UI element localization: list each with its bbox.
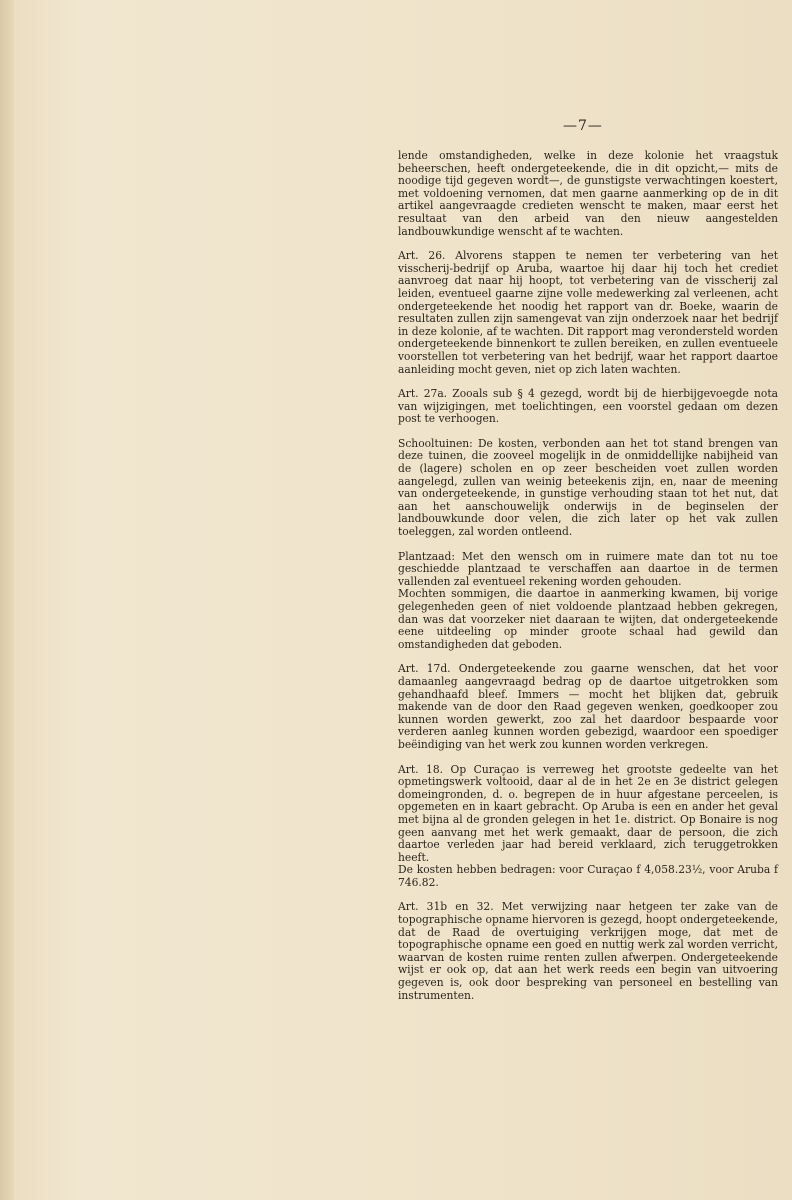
paragraph-plantzaad-2: Mochten sommigen, die daartoe in aanmerking kwamen, bij vorige gelegenheden geen of niet voldoende plantzaad hebben gekregen, dan was dat voorzeker niet daaraan te wijten, dat ondergeteekende eene uitdeeling op minder groote schaal had gewild dan omstandigheden dat geboden. <box>398 587 778 651</box>
paragraph-art-17d: Art. 17d. Ondergeteekende zou gaarne wenschen, dat het voor damaanleg aangevraagd bedrag op de daartoe uitgetrokken som gehandhaafd bleef. Immers — mocht het blijken dat, gebruik makende van de door den Raad gegeven wenken, goedkooper zou kunnen worden gewerkt, zoo zal het daardoor bespaarde voor verderen aanleg kunnen worden gebezigd, waardoor een spoediger beëindiging van het werk zou kunnen worden verkregen. <box>398 662 778 751</box>
body-column <box>398 150 778 1014</box>
paragraph-1: lende omstandigheden, welke in deze kolonie het vraagstuk beheerschen, heeft ondergeteekende, die in dit opzicht,— mits de noodige tijd gegeven wordt—, de gunstigste verwachtingen koestert, met voldoening vernomen, dat men gaarne aanmerking op de in dit artikel aangevraagde credieten wenscht te maken, maar eerst het resultaat van den arbeid van den nieuw aangestelden landbouwkundige wenscht af te wachten. <box>398 149 778 238</box>
paragraph-art-27a: Art. 27a. Zooals sub § 4 gezegd, wordt bij de hierbijgevoegde nota van wijzigingen, met toelichtingen, een voorstel gedaan om dezen post te verhoogen. <box>398 387 778 426</box>
paragraph-costs: De kosten hebben bedragen: voor Curaçao f 4,058.23½, voor Aruba f 746.82. <box>398 863 778 889</box>
paragraph-plantzaad: Plantzaad: Met den wensch om in ruimere mate dan tot nu toe geschiedde plantzaad te verschaffen aan daartoe in de termen vallenden zal eventueel rekening worden gehouden. <box>398 549 778 588</box>
paragraph-art-18: Art. 18. Op Curaçao is verreweg het grootste gedeelte van het opmetingswerk voltooid, daar al de in het 2e en 3e district gelegen domeingronden, d. o. begrepen de in huur afgestane perceelen, is opgemeten en in kaart gebracht. Op Aruba is een en ander het geval met bijna al de gronden gelegen in het 1e. district. Op Bonaire is nog geen aanvang met het werk gemaakt, daar de persoon, die zich daartoe verleden jaar had bereid verklaard, zich teruggetrokken heeft. <box>398 762 778 864</box>
paragraph-art-26: Art. 26. Alvorens stappen te nemen ter verbetering van het visscherij-bedrijf op Aruba, waartoe hij daar hij toch het crediet aanvroeg dat naar hij hoopt, tot verbetering van de visscherij zal leiden, eventueel gaarne zijne volle medewerking zal verleenen, acht ondergeteekende het noodig het rapport van dr. Boeke, waarin de resultaten zullen zijn samengevat van zijn onderzoek naar het bedrijf in deze kolonie, af te wachten. Dit rapport mag verondersteld worden ondergeteekende binnenkort te zullen bereiken, en zullen eventueele voorstellen tot verbetering van het bedrijf, waar het rapport daartoe aanleiding mocht geven, niet op zich laten wachten. <box>398 249 778 376</box>
page-edge <box>0 0 14 1200</box>
paragraph-art-31b-32: Art. 31b en 32. Met verwijzing naar hetgeen ter zake van de topographische opname hiervoren is gezegd, hoopt ondergeteekende, dat de Raad de overtuiging verkrijgen moge, dat met de topographische opname een goed en nuttig werk zal worden verricht, waarvan de kosten ruime renten zullen afwerpen. Ondergeteekende wijst er ook op, dat aan het werk reeds een begin van uitvoering gegeven is, ook door bespreking van personeel en bestelling van instrumenten. <box>398 900 778 1002</box>
page-number: —7— <box>563 118 603 134</box>
bleed-through-text <box>160 118 385 1018</box>
paragraph-schooltuinen: Schooltuinen: De kosten, verbonden aan het tot stand brengen van deze tuinen, die zooveel mogelijk in de onmiddellijke nabijheid van de (lagere) scholen en op zeer bescheiden voet zullen worden aangelegd, zullen van weinig beteekenis zijn, en, naar de meening van ondergeteekende, in gunstige verhouding staan tot het nut, dat aan het aanschouwelijk onderwijs in de beginselen der landbouwkunde door velen, die zich later op het vak zullen toeleggen, zal worden ontleend. <box>398 436 778 539</box>
